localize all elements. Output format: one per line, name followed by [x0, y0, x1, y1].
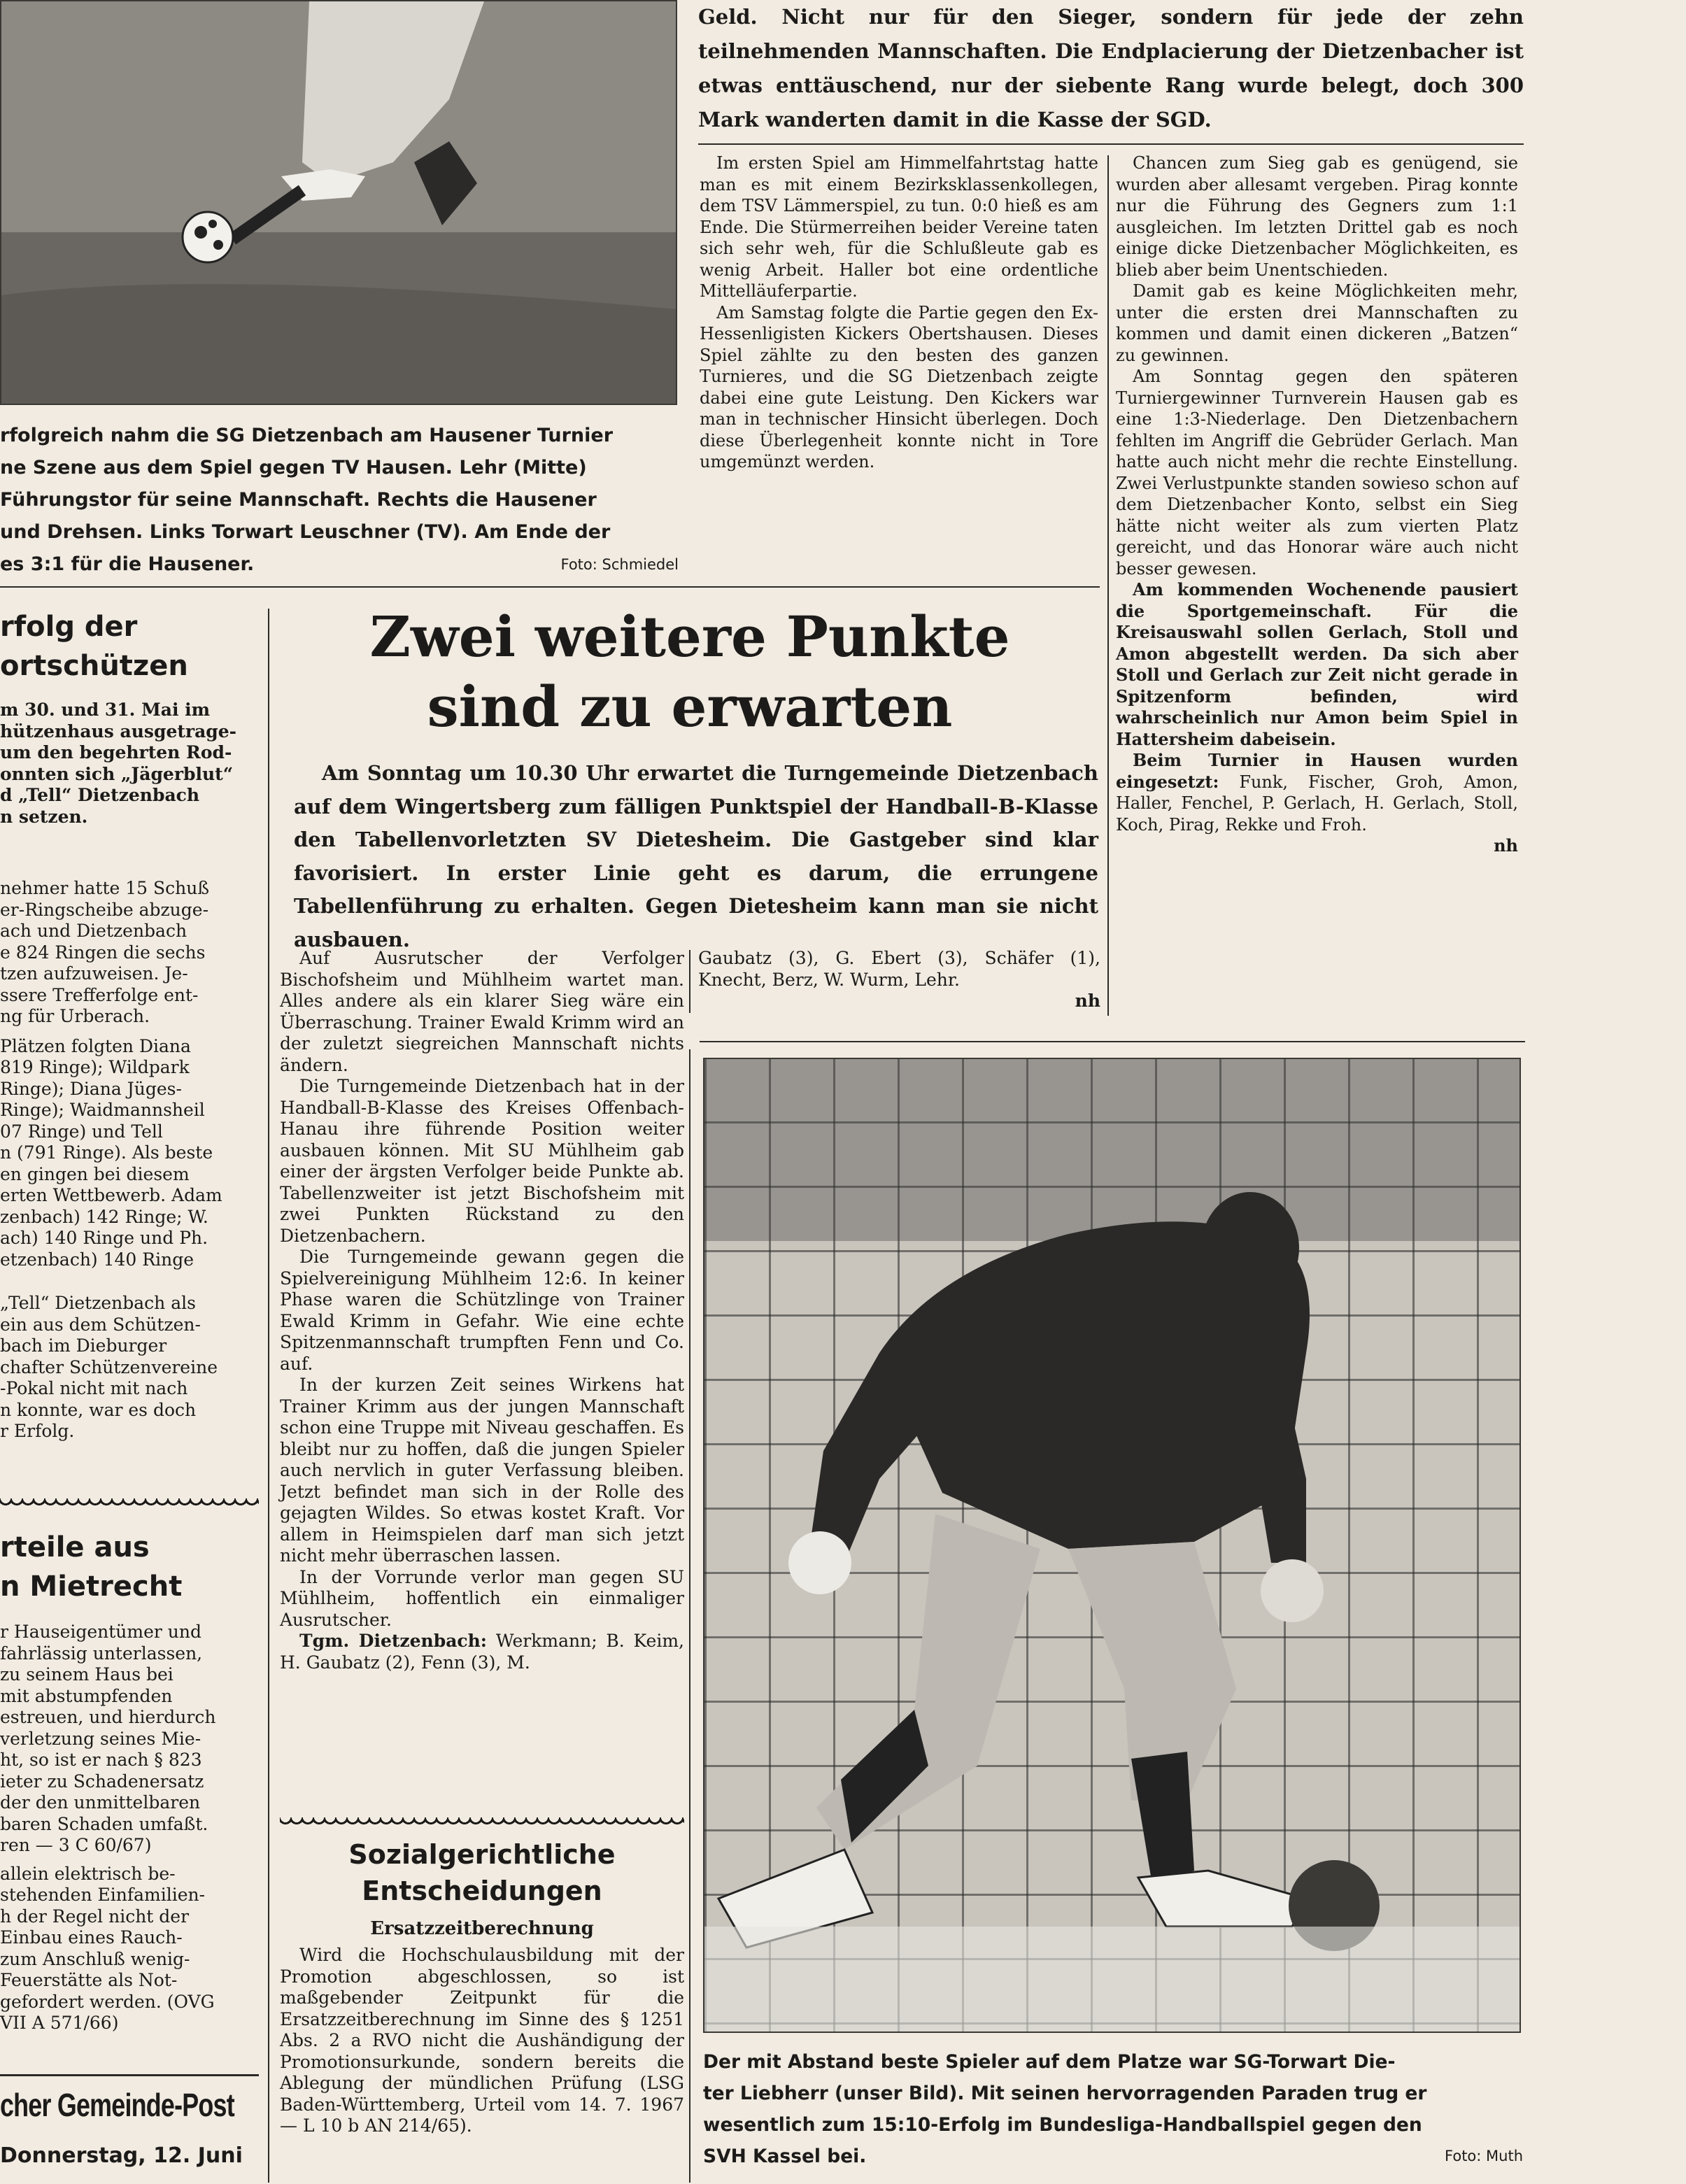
glove-left-icon — [788, 1531, 851, 1594]
text-line: ren — 3 C 60/67) — [0, 1835, 152, 1855]
social-headline — [280, 1836, 684, 1909]
caption-line: wesentlich zum 15:10-Erfolg im Bundesliga-Handballspiel gegen den — [703, 2114, 1422, 2136]
text-line: VII A 571/66) — [0, 2013, 119, 2033]
text-line: erten Wettbewerb. Adam — [0, 1185, 222, 1205]
text-line: Ringe); Diana Jüges- — [0, 1078, 182, 1099]
text-line: mit abstumpfenden — [0, 1685, 173, 1706]
text-line: r Erfolg. — [0, 1421, 75, 1441]
author-initials: nh — [1494, 835, 1518, 856]
text-line: en gingen bei diesem — [0, 1163, 190, 1184]
text-line: ieter zu Schadenersatz — [0, 1771, 204, 1792]
paragraph: Die Turngemeinde Dietzenbach hat in der Handball-B-Klasse des Kreises Offenbach-Hanau ihre führende Position weiter ausbauen können. Mit SU Mühlheim gab einer der ärgsten Verfolger beide Punkte ab. Tabellenzweiter ist jetzt Bischofsheim mit zwei Punkten Rückstand zu den Dietzenbachern. — [280, 1076, 684, 1246]
shoe-right-icon — [1138, 1871, 1306, 1927]
text-line: 819 Ringe); Wildpark — [0, 1057, 190, 1077]
caption-last-line: SVH Kassel bei. — [703, 2146, 867, 2167]
text-line: zenbach) 142 Ringe; W. — [0, 1206, 208, 1227]
left-headline-1 — [0, 607, 259, 686]
column-rule — [1107, 155, 1109, 1016]
text-line: gefordert werden. (OVG — [0, 1991, 215, 2012]
caption-line — [703, 2141, 1523, 2172]
left-article-1 — [0, 700, 259, 828]
paragraph-bold: Am kommenden Wochenende pausiert die Sportgemeinschaft. Für die Kreisauswahl sollen Gerlach, Stoll und Amon abgestellt werden. Da sich aber Stoll und Gerlach zur Zeit nicht gerade in Spitzenform befinden, wird wahrscheinlich nur Amon beim Spiel in Hattersheim dabeisein. — [1116, 579, 1518, 749]
headline-line: sind zu erwarten — [427, 674, 953, 739]
text-line: Einbau eines Rauch- — [0, 1927, 183, 1948]
text-line: d „Tell“ Dietzenbach — [0, 785, 200, 805]
top-photo-caption — [0, 420, 679, 581]
photo-credit: Foto: Muth — [1445, 2148, 1523, 2164]
text-line: um den begehrten Rod- — [0, 742, 232, 763]
roster-paragraph — [1116, 750, 1518, 835]
main-headline — [278, 602, 1101, 742]
main-lead — [294, 757, 1098, 956]
text-line: fahrlässig unterlassen, — [0, 1643, 203, 1664]
masthead-rule — [0, 2074, 259, 2076]
text-line: tzen aufzuweisen. Je- — [0, 963, 188, 984]
text-line: bach im Dieburger — [0, 1335, 167, 1356]
text-line: ht, so ist er nach § 823 — [0, 1750, 202, 1770]
main-body-col1 — [280, 948, 684, 1673]
photo-credit: Foto: Schmiedel — [560, 556, 679, 573]
paragraph: Chancen zum Sieg gab es genügend, sie wurden aber allesamt vergeben. Pirag konnte nur die Führung des Gegners zum 1:1 ausgleichen. Im letzten Drittel gab es noch einige dicke Dietzenbacher Möglichkeiten, es blieb aber beim Unentschieden. — [1116, 153, 1518, 280]
lead-text: Geld. Nicht nur für den Sieger, sondern für jede der zehn teilnehmenden Mannschaften. Die Endplacierung der Dietzenbacher ist etwas enttäuschend, nur der siebente Rang wurde belegt, doch 300 Mark wanderten damit in die Kasse der SGD. — [698, 5, 1524, 132]
paragraph: In der Vorrunde verlor man gegen SU Mühlheim, hoffentlich ein einmaliger Ausrutscher. — [280, 1566, 684, 1630]
column-rule — [268, 609, 269, 2183]
section-divider — [0, 586, 1100, 588]
text-line: h der Regel nicht der — [0, 1906, 190, 1927]
social-body — [280, 1945, 684, 2137]
photo-top-divider — [700, 1041, 1525, 1042]
text-line: hützenhaus ausgetrage- — [0, 721, 237, 742]
text-line: r Hauseigentümer und — [0, 1622, 201, 1642]
roster-paragraph — [280, 1631, 684, 1673]
goalkeeper-photo — [703, 1058, 1521, 2033]
roster-label: Beim Turnier in Hausen wurden eingesetzt: — [1116, 750, 1518, 792]
headline-line: rfolg der — [0, 611, 138, 643]
left-article-3 — [0, 1622, 259, 2034]
paragraph: Wird die Hochschulausbildung mit der Promotion abgeschlossen, so ist maßgebender Zeitpunkt für die Ersatzzeitberechnung im Sinne des § 1251 Abs. 2 a RVO nicht die Aushändigung der Promotionsurkunde, sondern bereits die Ablegung der mündlichen Prüfung (LSG Baden-Württemberg, Urteil vom 14. 7. 1967 — L 10 b AN 214/65). — [280, 1945, 684, 2136]
text-line: m 30. und 31. Mai im — [0, 700, 211, 720]
roster-text: Werkmann; B. Keim, H. Gaubatz (2), Fenn (3), M. — [280, 1631, 684, 1673]
text-line: n konnte, war es doch — [0, 1399, 197, 1420]
masthead-date: Donnerstag, 12. Juni — [0, 2143, 243, 2168]
glove-right-icon — [1261, 1559, 1324, 1622]
paragraph: Am Sonntag gegen den späteren Turniergewinner Turnverein Hausen gab es eine 1:3-Niederlage. Den Dietzenbachern fehlten im Angriff die Gebrüder Gerlach. Man hatte auch nicht mehr die rechte Einstellung. Zwei Verlustpunkte standen sowieso schon auf dem Dietzenbacher Konto, selbst ein Sieg hätte nicht weiter als zum vierten Platz gereicht, und das Honorar wäre auch nicht besser gewesen. — [1116, 367, 1518, 579]
text-line: onnten sich „Jägerblut“ — [0, 763, 234, 784]
text-line: zum Anschluß wenig- — [0, 1948, 190, 1969]
paragraph: Damit gab es keine Möglichkeiten mehr, unter die ersten drei Mannschaften zu kommen und damit einen dickeren „Batzen“ zu gewinnen. — [1116, 281, 1518, 365]
text-line: chafter Schützenvereine — [0, 1356, 218, 1377]
text-line: ssere Trefferfolge ent- — [0, 984, 199, 1005]
top-article-col1 — [700, 153, 1098, 473]
lead-text: Am Sonntag um 10.30 Uhr erwartet die Turngemeinde Dietzenbach auf dem Wingertsberg zum fälligen Punktspiel der Handball-B-Klasse den Tabellenvorletzten SV Dietesheim. Die Gastgeber sind klar favorisiert. In erster Linie geht es darum, die errungene Tabellenführung zu erhalten. Gegen Dietesheim kann man sie nicht ausbauen. — [294, 761, 1098, 951]
main-body-col2 — [698, 948, 1100, 1012]
column-rule — [689, 1049, 690, 2183]
top-football-photo — [0, 0, 677, 405]
paragraph: Die Turngemeinde gewann gegen die Spielvereinigung Mühlheim 12:6. In keiner Phase waren die Schützlinge von Trainer Ewald Krimm in Gefahr. Wie eine echte Spitzenmannschaft trumpften Fenn und Co. auf. — [280, 1247, 684, 1374]
caption-line: und Drehsen. Links Torwart Leuschner (TV). Am Ende der — [0, 521, 611, 543]
text-line: -Pokal nicht mit nach — [0, 1378, 188, 1398]
caption-line: rfolgreich nahm die SG Dietzenbach am Hausener Turnier — [0, 425, 614, 446]
football-icon — [183, 212, 233, 262]
text-line: ein aus dem Schützen- — [0, 1314, 201, 1335]
text-line: n (791 Ringe). Als beste — [0, 1142, 213, 1163]
text-line: n setzen. — [0, 806, 88, 827]
paragraph: Im ersten Spiel am Himmelfahrtstag hatte man es mit einem Bezirksklassenkollegen, dem TSV Lämmerspiel, zu tun. 0:0 hieß es am Ende. Die Stürmerreihen beider Vereine taten sich sehr weh, für die Schlußleute gab es wenig Arbeit. Haller bot eine ordentliche Mittelläuferpartie. — [700, 153, 1098, 301]
headline-line: n Mietrecht — [0, 1570, 183, 1603]
masthead-name: cher Gemeinde-Post — [0, 2087, 234, 2123]
bottom-photo-caption — [703, 2046, 1523, 2172]
text-line: stehenden Einfamilien- — [0, 1885, 206, 1905]
text-line: 07 Ringe) und Tell — [0, 1121, 163, 1142]
caption-line: Der mit Abstand beste Spieler auf dem Platze war SG-Torwart Die- — [703, 2051, 1396, 2073]
headline-line: Sozialgerichtliche — [348, 1839, 616, 1870]
left-headline-2 — [0, 1528, 259, 1606]
text-line: der den unmittelbaren — [0, 1792, 201, 1813]
left-article-2 — [0, 878, 259, 1442]
headline-line: Entscheidungen — [362, 1875, 602, 1906]
paragraph: Auf Ausrutscher der Verfolger Bischofsheim und Mühlheim wartet man. Alles andere als ein klarer Sieg wäre ein Überraschung. Trainer Ewald Krimm wird an der zuletzt siegreichen Mannschaft nichts ändern. — [280, 948, 684, 1075]
text-line: ach) 140 Ringe und Ph. — [0, 1228, 208, 1248]
text-line: Ringe); Waidmannsheil — [0, 1100, 205, 1120]
top-photo-illustration — [1, 1, 676, 404]
caption-last-line: es 3:1 für die Hausener. — [0, 553, 255, 575]
text-line: allein elektrisch be- — [0, 1863, 176, 1884]
top-article-lead — [698, 0, 1524, 137]
caption-line: ter Liebherr (unser Bild). Mit seinen hervorragenden Paraden trug er — [703, 2083, 1427, 2104]
text-line: ach und Dietzenbach — [0, 921, 187, 941]
headline-line: rteile aus — [0, 1531, 150, 1563]
text-line: nehmer hatte 15 Schuß — [0, 878, 210, 898]
text-line: Plätzen folgten Diana — [0, 1035, 191, 1056]
text-line: e 824 Ringen die sechs — [0, 942, 206, 963]
text-line: er-Ringscheibe abzuge- — [0, 899, 209, 920]
headline-line: Zwei weitere Punkte — [369, 604, 1010, 669]
text-line: ng für Urberach. — [0, 1006, 150, 1026]
top-article-col2 — [1116, 153, 1518, 857]
roster-continuation: Gaubatz (3), G. Ebert (3), Schäfer (1), Knecht, Berz, W. Wurm, Lehr. — [698, 948, 1100, 990]
paragraph: In der kurzen Zeit seines Wirkens hat Trainer Krimm aus der jungen Mannschaft schon eine Truppe mit Niveau geschaffen. Es bleibt nur zu hoffen, daß die jungen Spieler auch nervlich in guter Verfassung bleiben. Jetzt befindet man sich in der Rolle des gejagten Wildes. So etwas kostet Kraft. Vor allem in Heimspielen darf man sich jetzt nicht mehr überraschen lassen. — [280, 1375, 684, 1566]
text-line: etzenbach) 140 Ringe — [0, 1249, 194, 1270]
lead-divider — [698, 143, 1524, 145]
text-line: Feuerstätte als Not- — [0, 1970, 178, 1990]
text-line: zu seinem Haus bei — [0, 1664, 173, 1685]
caption-line: Führungstor für seine Mannschaft. Rechts die Hausener — [0, 489, 597, 511]
social-subhead: Ersatzzeitberechnung — [370, 1918, 594, 1939]
author-initials: nh — [1075, 991, 1100, 1011]
wavy-divider — [280, 1817, 684, 1829]
goalkeeper-illustration — [704, 1059, 1519, 2031]
text-line: verletzung seines Mie- — [0, 1728, 201, 1749]
text-line: estreuen, und hierdurch — [0, 1707, 216, 1727]
caption-line — [0, 548, 679, 581]
paragraph: Am Samstag folgte die Partie gegen den Ex-Hessenligisten Kickers Obertshausen. Dieses Spiel zählte zu den besten des ganzen Turnieres, und die SG Dietzenbach zeigte dabei eine gute Leistung. Den Kickers war man in technischer Hinsicht überlegen. Doch diese Überlegenheit konnte nicht in Tore umgemünzt werden. — [700, 302, 1098, 471]
roster-text: Funk, Fischer, Groh, Amon, Haller, Fenchel, P. Gerlach, H. Gerlach, Stoll, Koch, Pirag, Rekke und Froh. — [1116, 772, 1518, 835]
column-rule — [689, 950, 690, 1013]
roster-label: Tgm. Dietzenbach: — [299, 1631, 488, 1651]
text-line: baren Schaden umfaßt. — [0, 1813, 208, 1834]
text-line: „Tell“ Dietzenbach als — [0, 1293, 196, 1313]
wavy-divider — [0, 1498, 259, 1510]
caption-line: ne Szene aus dem Spiel gegen TV Hausen. Lehr (Mitte) — [0, 457, 587, 478]
headline-line: ortschützen — [0, 650, 188, 682]
